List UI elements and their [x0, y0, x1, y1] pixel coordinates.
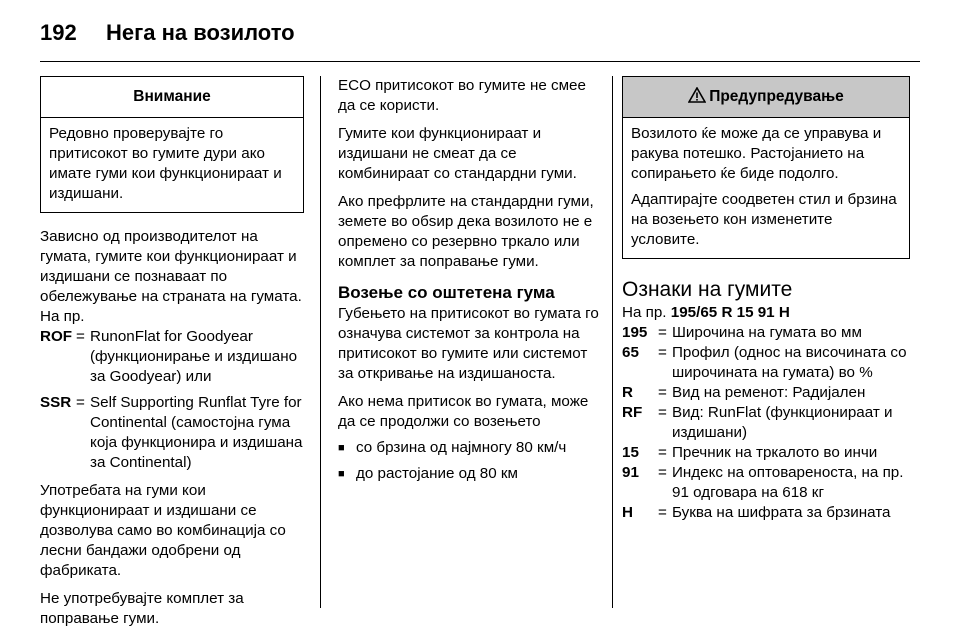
def-eq: = [658, 404, 667, 421]
notice-box [40, 76, 304, 213]
def-eq: = [658, 384, 667, 401]
warning-box [622, 76, 910, 259]
section-heading-tyre-markings: Ознаки на гумите [622, 278, 793, 301]
warning-text-1: Возилото ќе може да се управува и ракува потешко. Растојанието на сопирањето ќе биде подолго. [631, 125, 882, 182]
def-desc: RunonFlat for Goodyear (функционирање и издишано за Goodyear) или [90, 328, 298, 385]
def-eq: = [76, 394, 85, 411]
definition-belt [622, 383, 910, 403]
warning-text-2: Адаптирајте соодветен стил и брзина на возењето кон изменетите условите. [631, 191, 897, 248]
warning-triangle-icon [688, 87, 706, 103]
def-eq: = [658, 324, 667, 341]
def-term: 195 [622, 324, 648, 341]
column-3 [622, 76, 910, 523]
def-eq: = [658, 444, 667, 461]
paragraph-no-mix: Гумите кои функционираат и издишани не смеат да се комбинираат со стандардни гуми. [338, 125, 577, 182]
def-desc: Self Supporting Runflat Tyre for Continental (самостојна гума која функционира и издишана за Continental) [90, 394, 303, 471]
def-term: 15 [622, 444, 639, 461]
def-term: ROF [40, 328, 73, 345]
def-desc: Широчина на гумата во мм [672, 324, 862, 341]
bullet-item [338, 438, 604, 458]
page-number: 192 [40, 20, 77, 45]
example-prefix: На пр. [622, 304, 667, 321]
notice-title: Внимание [41, 77, 303, 118]
definition-speed-code [622, 503, 910, 523]
def-eq: = [658, 464, 667, 481]
def-eq: = [76, 328, 85, 345]
paragraph-continue-driving: Ако нема притисок во гумата, може да се продолжи со возењето [338, 393, 589, 430]
def-desc: Профил (однос на височината со широчината на гумата) во % [672, 344, 907, 381]
notice-text: Редовно проверувајте го притисокот во гумите дури ако имате гуми кои функционираат и издишани. [49, 125, 282, 202]
def-term: SSR [40, 394, 72, 411]
def-eq: = [658, 504, 667, 521]
column-divider-2 [612, 76, 613, 608]
bullet-icon: ■ [338, 442, 345, 454]
page-header [40, 20, 295, 50]
example-line [622, 303, 910, 323]
def-term: RF [622, 404, 643, 421]
paragraph-marking: Зависно од производителот на гумата, гумите кои функционираат и издишани се познаваат по обележување на страната на гумата. На пр. [40, 228, 302, 325]
definition-load-index [622, 463, 910, 503]
def-term: 91 [622, 464, 639, 481]
example-code: 195/65 R 15 91 H [670, 304, 790, 321]
definition-diameter [622, 443, 910, 463]
section-heading-damaged-tyre: Возење со оштетена гума [338, 283, 555, 302]
bullet-text: до растојание од 80 км [356, 465, 518, 482]
paragraph-eco: ECO притисокот во гумите не смее да се користи. [338, 77, 586, 114]
bullet-icon: ■ [338, 468, 345, 480]
def-desc: Пречник на тркалото во инчи [672, 444, 878, 461]
def-desc: Индекс на оптовареноста, на пр. 91 одговара на 618 кг [672, 464, 904, 501]
column-divider-1 [320, 76, 321, 608]
def-term: 65 [622, 344, 639, 361]
warning-header [623, 77, 909, 118]
column-1 [40, 76, 304, 629]
def-eq: = [658, 344, 667, 361]
paragraph-pressure-loss: Губењето на притисокот во гумата го означува системот за контрола на притисокот во гумите или системот за откривање на издишаноста. [338, 305, 599, 382]
definition-profile [622, 343, 910, 383]
header-rule [40, 61, 920, 62]
definition-rof [40, 327, 304, 387]
definition-ssr [40, 393, 304, 473]
paragraph-usage: Употребата на гуми кои функционираат и издишани се дозволува само во комбинација со лесни бандажи одобрени од фабриката. [40, 482, 286, 579]
definition-runflat [622, 403, 910, 443]
bullet-text: со брзина од најмногу 80 км/ч [356, 439, 567, 456]
def-desc: Буква на шифрата за брзината [672, 504, 891, 521]
definition-width [622, 323, 910, 343]
warning-title: Предупредување [709, 88, 844, 105]
def-term: R [622, 384, 633, 401]
column-2 [338, 76, 604, 484]
paragraph-repair-kit: Не употребувајте комплет за поправање гуми. [40, 590, 244, 627]
def-desc: Вид на ременот: Радијален [672, 384, 866, 401]
def-term: H [622, 504, 633, 521]
bullet-item [338, 464, 604, 484]
paragraph-standard-tyres: Ако префрлите на стандардни гуми, земете во обѕир дека возилото не е опремено со резервно тркало или комплет за поправање гуми. [338, 193, 594, 270]
def-desc: Вид: RunFlat (функционираат и издишани) [672, 404, 893, 441]
page-title: Нега на возилото [106, 20, 295, 45]
